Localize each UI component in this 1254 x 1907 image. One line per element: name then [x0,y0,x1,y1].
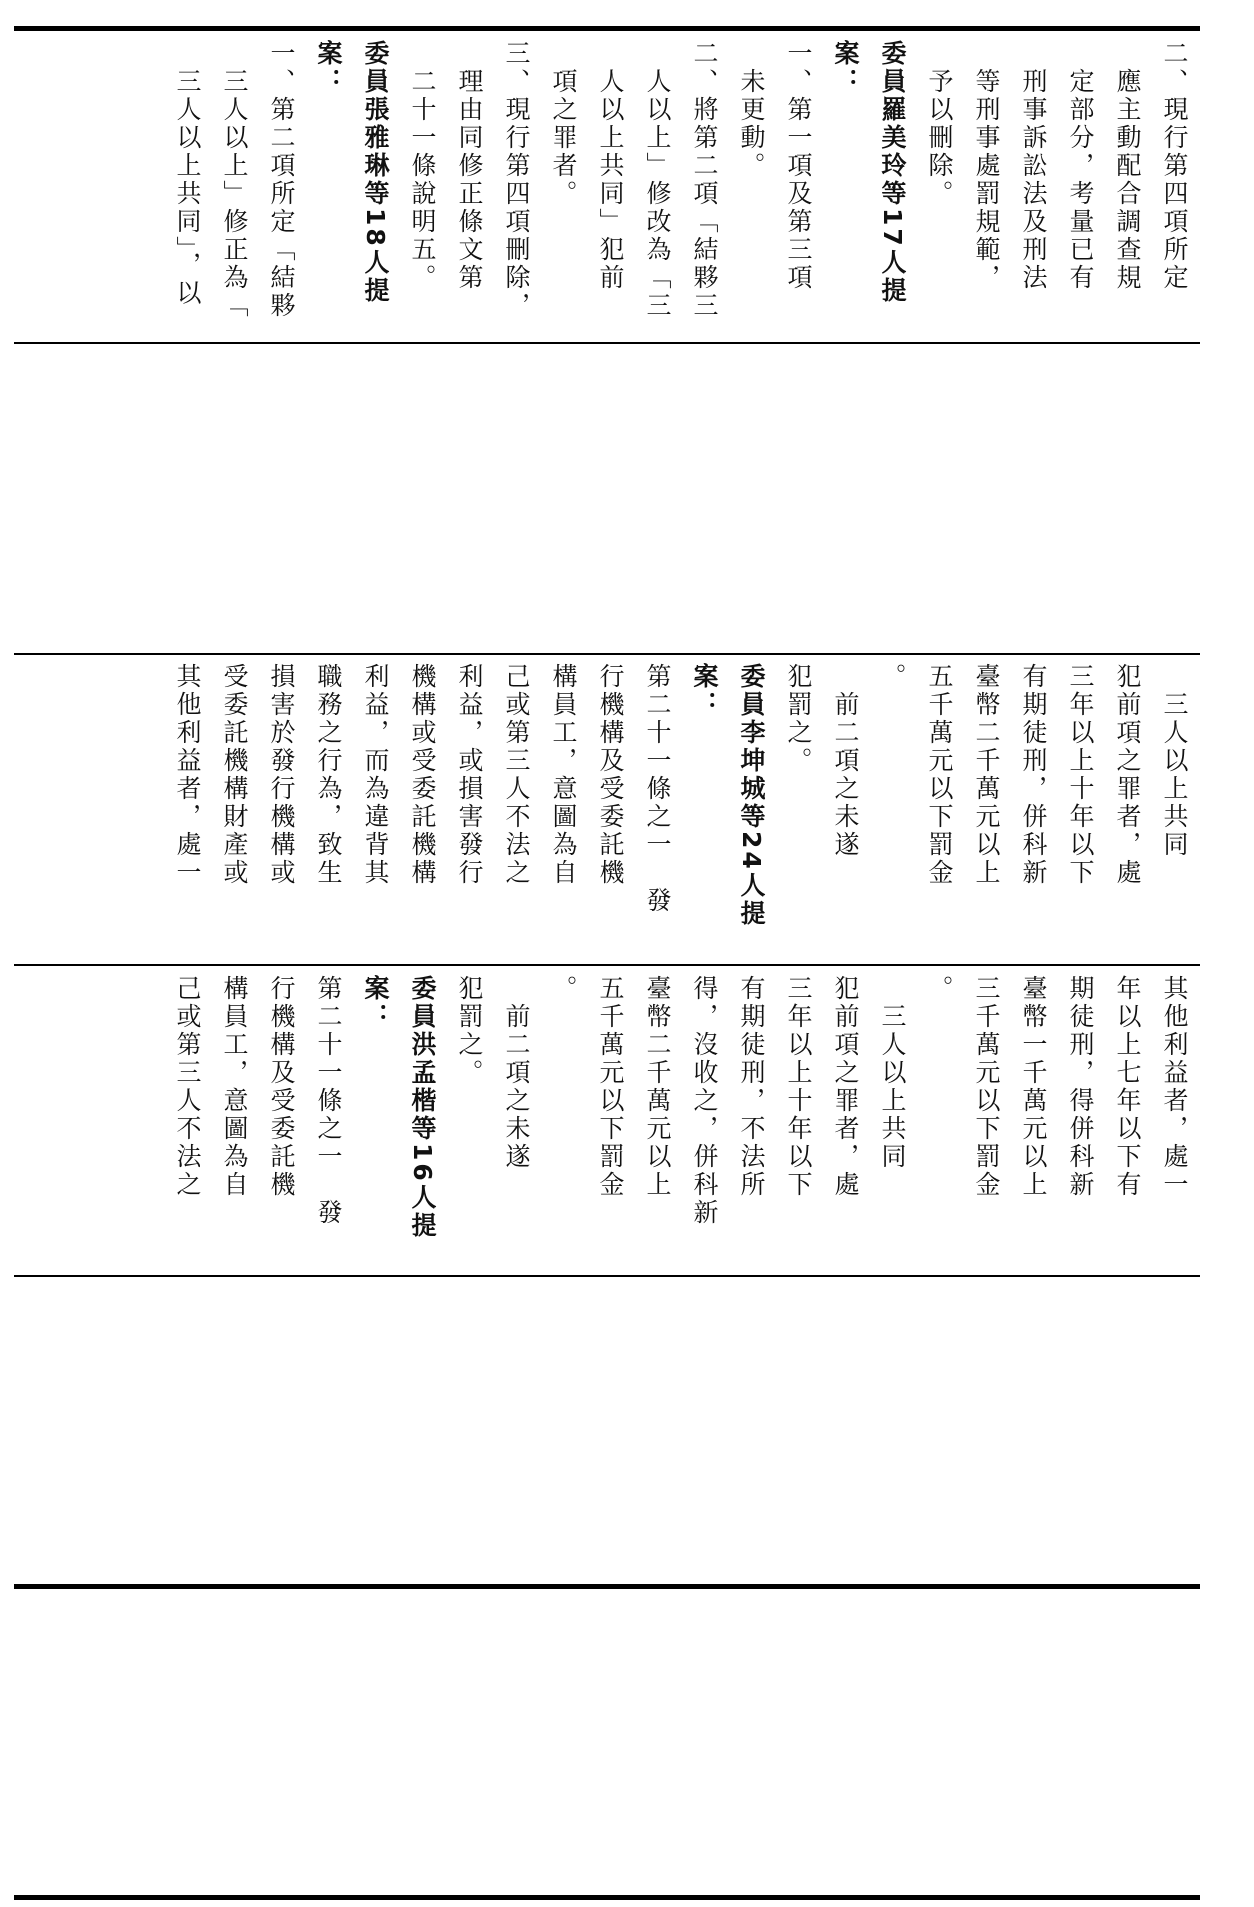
text-line: 第二十一條之一 發 [314,975,343,1227]
text-line: 三、現行第四項刪除， [502,40,531,320]
text-line: 三人以上共同」，以 [173,40,202,308]
text-line: 二十一條說明五。 [408,40,437,292]
row-divider-line [14,1584,1200,1589]
text-line: 定部分，考量已有 [1066,40,1095,292]
text-line: 構員工，意圖為自 [549,663,578,887]
row-divider-line [14,964,1200,966]
text-line: 構員工，意圖為自 [220,975,249,1199]
text-line: 案： [690,663,719,719]
row-divider-line [14,342,1200,344]
text-line: 職務之行為，致生 [314,663,343,887]
text-line: 三千萬元以下罰金 [972,975,1001,1199]
text-line: 得，沒收之，併科新 [690,975,719,1227]
text-line: 一、第一項及第三項 [784,40,813,292]
text-line: 損害於發行機構或 [267,663,296,887]
text-line: 三年以上十年以下 [784,975,813,1199]
text-line: 利益，而為違背其 [361,663,390,887]
text-line: 未更動。 [737,40,766,180]
text-line: 行機構及受委託機 [596,663,625,887]
text-line: 等刑事處罰規範， [972,40,1001,292]
text-line: 犯前項之罪者，處 [1113,663,1142,887]
text-line: 理由同修正條文第 [455,40,484,292]
text-line: 犯罰之。 [784,663,813,775]
text-line: 受委託機構財產或 [220,663,249,887]
bottom-border-line [14,1895,1200,1900]
text-line: 機構或受委託機構 [408,663,437,887]
text-line: 三人以上共同 [1160,663,1189,859]
text-line: 三年以上十年以下 [1066,663,1095,887]
text-line: 。 [925,975,954,1003]
text-line: 予以刪除。 [925,40,954,208]
text-line: 刑事訴訟法及刑法 [1019,40,1048,292]
text-line: 利益，或損害發行 [455,663,484,887]
text-line: 己或第三人不法之 [173,975,202,1199]
text-line: 委員李坤城等24人提 [737,663,766,928]
text-line: 項之罪者。 [549,40,578,208]
row-divider-line [14,653,1200,655]
text-line: 其他利益者，處一 [1160,975,1189,1199]
text-line: 二、將第二項「結夥三 [690,40,719,320]
text-line: 五千萬元以下罰金 [925,663,954,887]
text-line: 委員張雅琳等18人提 [361,40,390,305]
text-line: 人以上共同」犯前 [596,40,625,292]
text-line: 案： [314,40,343,96]
text-line: 五千萬元以下罰金 [596,975,625,1199]
text-line: 期徒刑，得併科新 [1066,975,1095,1199]
text-line: 應主動配合調查規 [1113,40,1142,292]
table-cell-explanation [18,40,1198,340]
text-line: 前二項之未遂 [831,663,860,859]
text-line: 有期徒刑，不法所 [737,975,766,1199]
text-line: 三人以上共同 [878,975,907,1171]
text-line: 行機構及受委託機 [267,975,296,1199]
text-line: 案： [361,975,390,1031]
text-line: 犯前項之罪者，處 [831,975,860,1199]
text-line: 委員羅美玲等17人提 [878,40,907,305]
text-line: 有期徒刑，併科新 [1019,663,1048,887]
text-line: 年以上七年以下有 [1113,975,1142,1199]
text-line: 三人以上」修正為「 [220,40,249,320]
text-line: 一、第二項所定「結夥 [267,40,296,320]
text-line: 臺幣二千萬元以上 [972,663,1001,887]
table-cell-proposal-text [18,663,1198,953]
text-line: 犯罰之。 [455,975,484,1087]
text-line: 前二項之未遂 [502,975,531,1171]
text-line: 臺幣一千萬元以上 [1019,975,1048,1199]
text-line: 臺幣二千萬元以上 [643,975,672,1199]
row-divider-line [14,1275,1200,1277]
text-line: 案： [831,40,860,96]
text-line: 。 [878,663,907,691]
text-line: 人以上」修改為「三 [643,40,672,320]
text-line: 己或第三人不法之 [502,663,531,887]
text-line: 委員洪孟楷等16人提 [408,975,437,1240]
text-line: 其他利益者，處一 [173,663,202,887]
text-line: 。 [549,975,578,1003]
table-cell-proposal-text [18,975,1198,1271]
text-line: 第二十一條之一 發 [643,663,672,915]
text-line: 二、現行第四項所定 [1160,40,1189,292]
top-border-line [14,26,1200,31]
